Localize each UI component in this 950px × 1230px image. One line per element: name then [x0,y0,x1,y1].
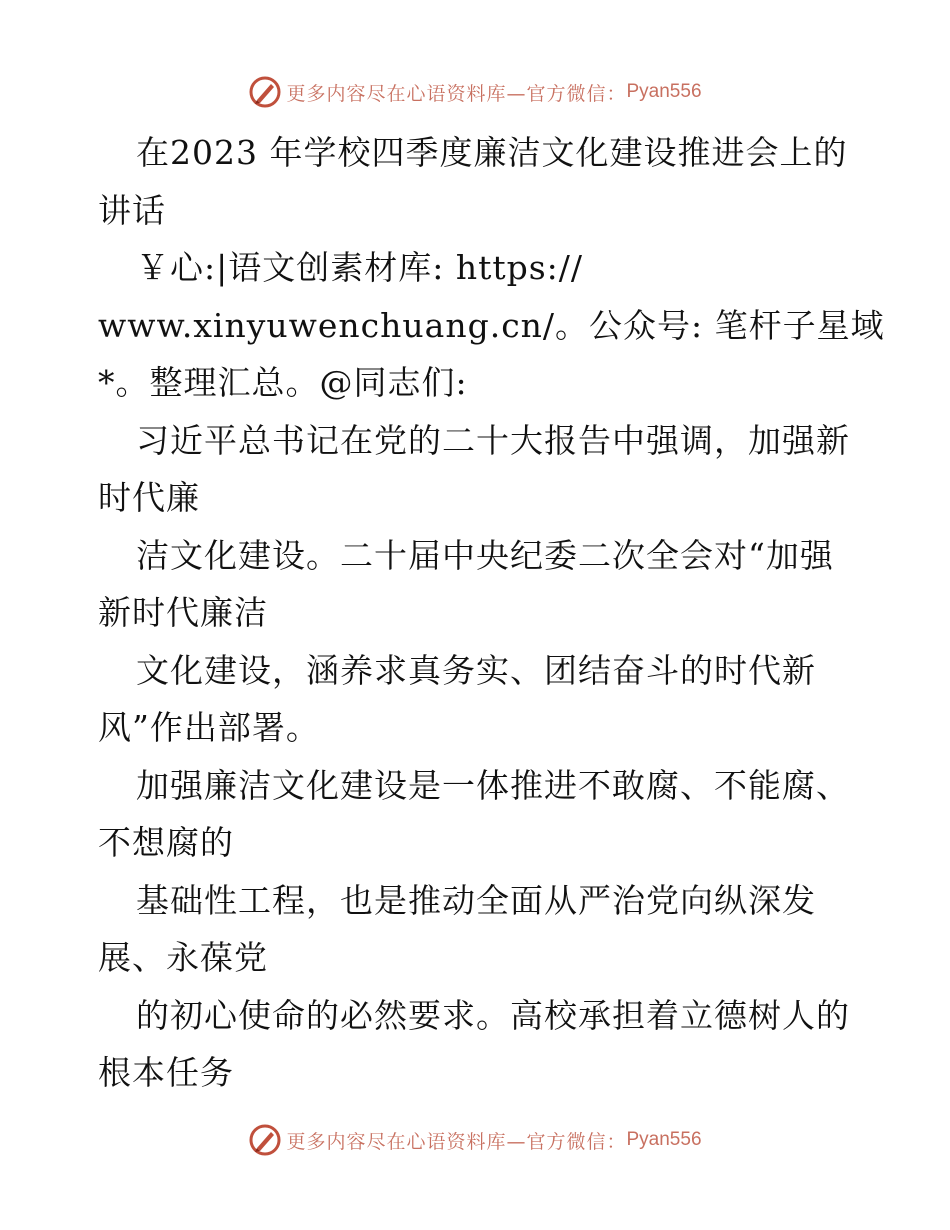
text-line: 加强廉洁文化建设是一体推进不敢腐、不能腐、 [136,765,850,805]
text-line: 风”作出部署。 [98,708,320,747]
text-line: 的初心使命的必然要求。高校承担着立德树人的 [136,995,850,1035]
text-line: 讲话 [98,190,166,230]
text-line: 文化建设，涵养求真务实、团结奋斗的时代新 [136,650,816,690]
text-line: 新时代廉洁 [98,593,268,632]
pen-logo-icon [248,75,282,109]
text-line: ￥心:|语文创素材库: https:// [136,248,584,287]
watermark-wechat-id: Pyan556 [626,1129,702,1150]
text-line: 根本任务 [98,1053,234,1092]
text-line: 时代廉 [98,478,200,517]
text-line: 展、永葆党 [98,938,268,977]
text-line: 洁文化建设。二十届中央纪委二次全会对“加强 [136,535,834,575]
text-line: *。整理汇总。@同志们: [98,363,468,402]
watermark-text: 更多内容尽在心语资料库—官方微信： [286,1130,627,1153]
header-watermark [0,72,950,112]
text-line: 不想腐的 [98,823,234,862]
watermark-text: 更多内容尽在心语资料库—官方微信： [286,82,627,105]
text-line: 基础性工程，也是推动全面从严治党向纵深发 [136,880,816,920]
watermark-wechat-id: Pyan556 [626,81,702,102]
footer-watermark [0,1120,950,1160]
pen-logo-icon [248,1123,282,1157]
text-line: 习近平总书记在党的二十大报告中强调，加强新 [136,420,850,460]
text-line: www.xinyuwenchuang.cn/。公众号: 笔杆子星域 [98,305,885,345]
document-body [98,124,885,1102]
text-line: 在2023 年学校四季度廉洁文化建设推进会上的 [136,133,848,172]
